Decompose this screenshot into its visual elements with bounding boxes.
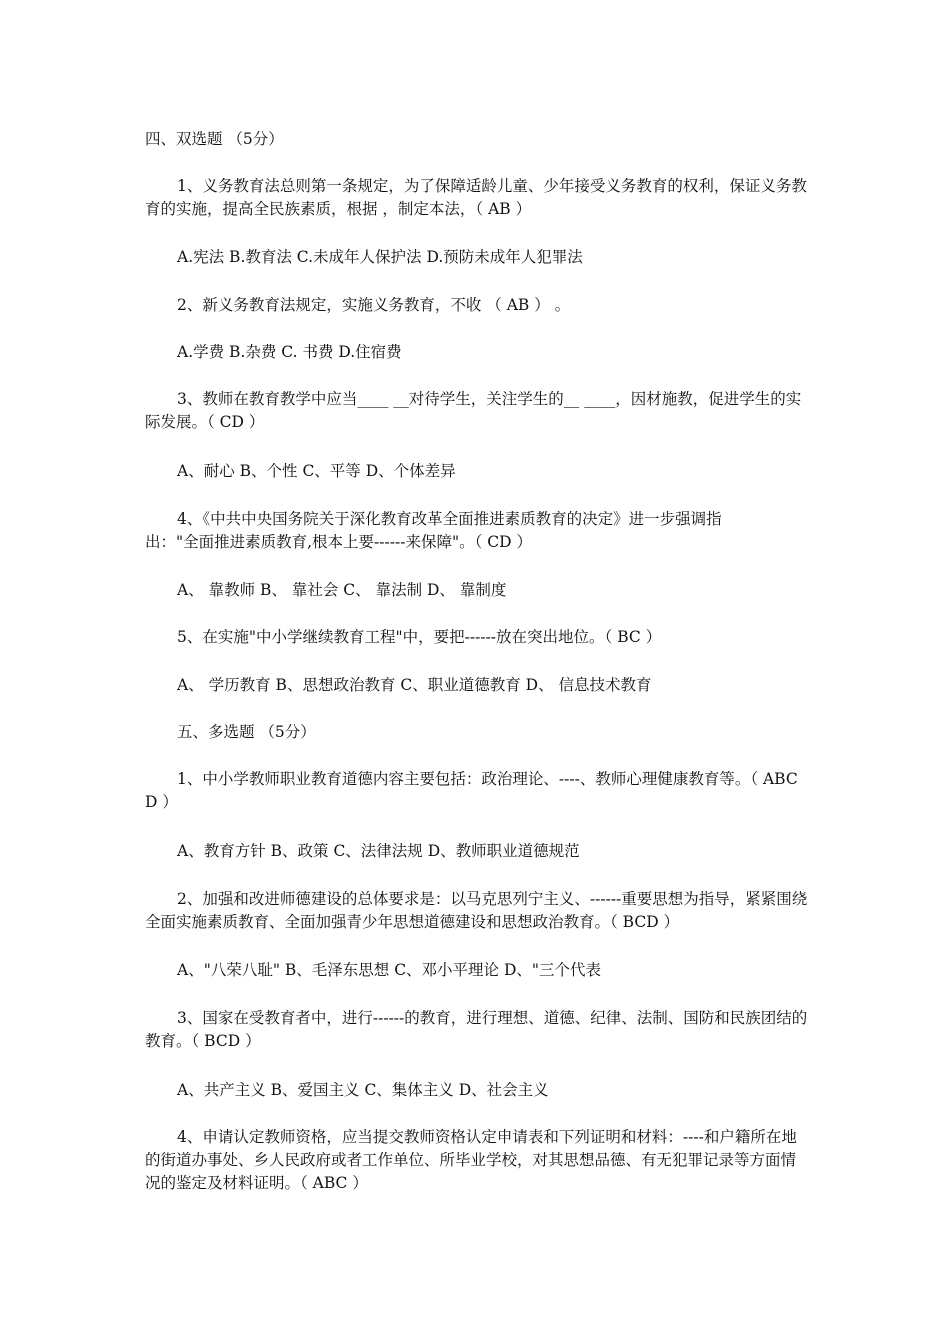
question-text-line1: 4、《中共中央国务院关于深化教育改革全面推进素质教育的决定》进一步强调指	[177, 510, 722, 528]
question-text-line2: 出："全面推进素质教育,根本上要------来保障"。（ CD ）	[145, 533, 533, 551]
question-text: 5、在实施"中小学继续教育工程"中，要把------放在突出地位。（ BC ）	[177, 628, 662, 646]
question-text: 1、中小学教师职业教育道德内容主要包括：政治理论、----、教师心理健康教育等。（ ABCD ）	[145, 770, 798, 811]
question-text: 2、加强和改进师德建设的总体要求是：以马克思列宁主义、------重要思想为指导，紧紧围绕全面实施素质教育、全面加强青少年思想道德建设和思想政治教育。（ BCD ）	[145, 890, 808, 931]
question-options: A、 学历教育 B、思想政治教育 C、职业道德教育 D、 信息技术教育	[177, 676, 652, 694]
question-text: 4、申请认定教师资格，应当提交教师资格认定申请表和下列证明和材料：----和户籍所在地的街道办事处、乡人民政府或者工作单位、所毕业学校，对其思想品德、有无犯罪记录等方面情况的鉴定及材料证明。（ ABC ）	[145, 1128, 797, 1192]
question-options: A、耐心 B、个性 C、平等 D、个体差异	[177, 462, 456, 480]
question-text: 3、国家在受教育者中，进行------的教育，进行理想、道德、纪律、法制、国防和民族团结的教育。（ BCD ）	[145, 1009, 808, 1050]
question-text: 2、新义务教育法规定，实施义务教育，不收 （ AB ） 。	[177, 296, 571, 314]
question-options: A、教育方针 B、政策 C、法律法规 D、教师职业道德规范	[177, 842, 580, 860]
question-text: 3、教师在教育教学中应当____ __对待学生，关注学生的__ ____，因材施教，促进学生的实际发展。（ CD ）	[145, 390, 802, 431]
question-options: A.宪法 B.教育法 C.未成年人保护法 D.预防未成年人犯罪法	[177, 248, 583, 266]
question-options: A、"八荣八耻" B、毛泽东思想 C、邓小平理论 D、"三个代表	[177, 961, 602, 979]
section-heading-double-choice: 四、双选题 （5分）	[145, 130, 284, 148]
question-options: A.学费 B.杂费 C. 书费 D.住宿费	[177, 343, 402, 361]
section-heading-multiple-choice: 五、多选题 （5分）	[177, 723, 316, 741]
question-text: 1、义务教育法总则第一条规定，为了保障适龄儿童、少年接受义务教育的权利，保证义务教育的实施，提高全民族素质，根据 ，制定本法，（ AB ）	[145, 177, 807, 218]
question-options: A、 靠教师 B、 靠社会 C、 靠法制 D、 靠制度	[177, 581, 507, 599]
question-options: A、共产主义 B、爱国主义 C、集体主义 D、社会主义	[177, 1081, 549, 1099]
